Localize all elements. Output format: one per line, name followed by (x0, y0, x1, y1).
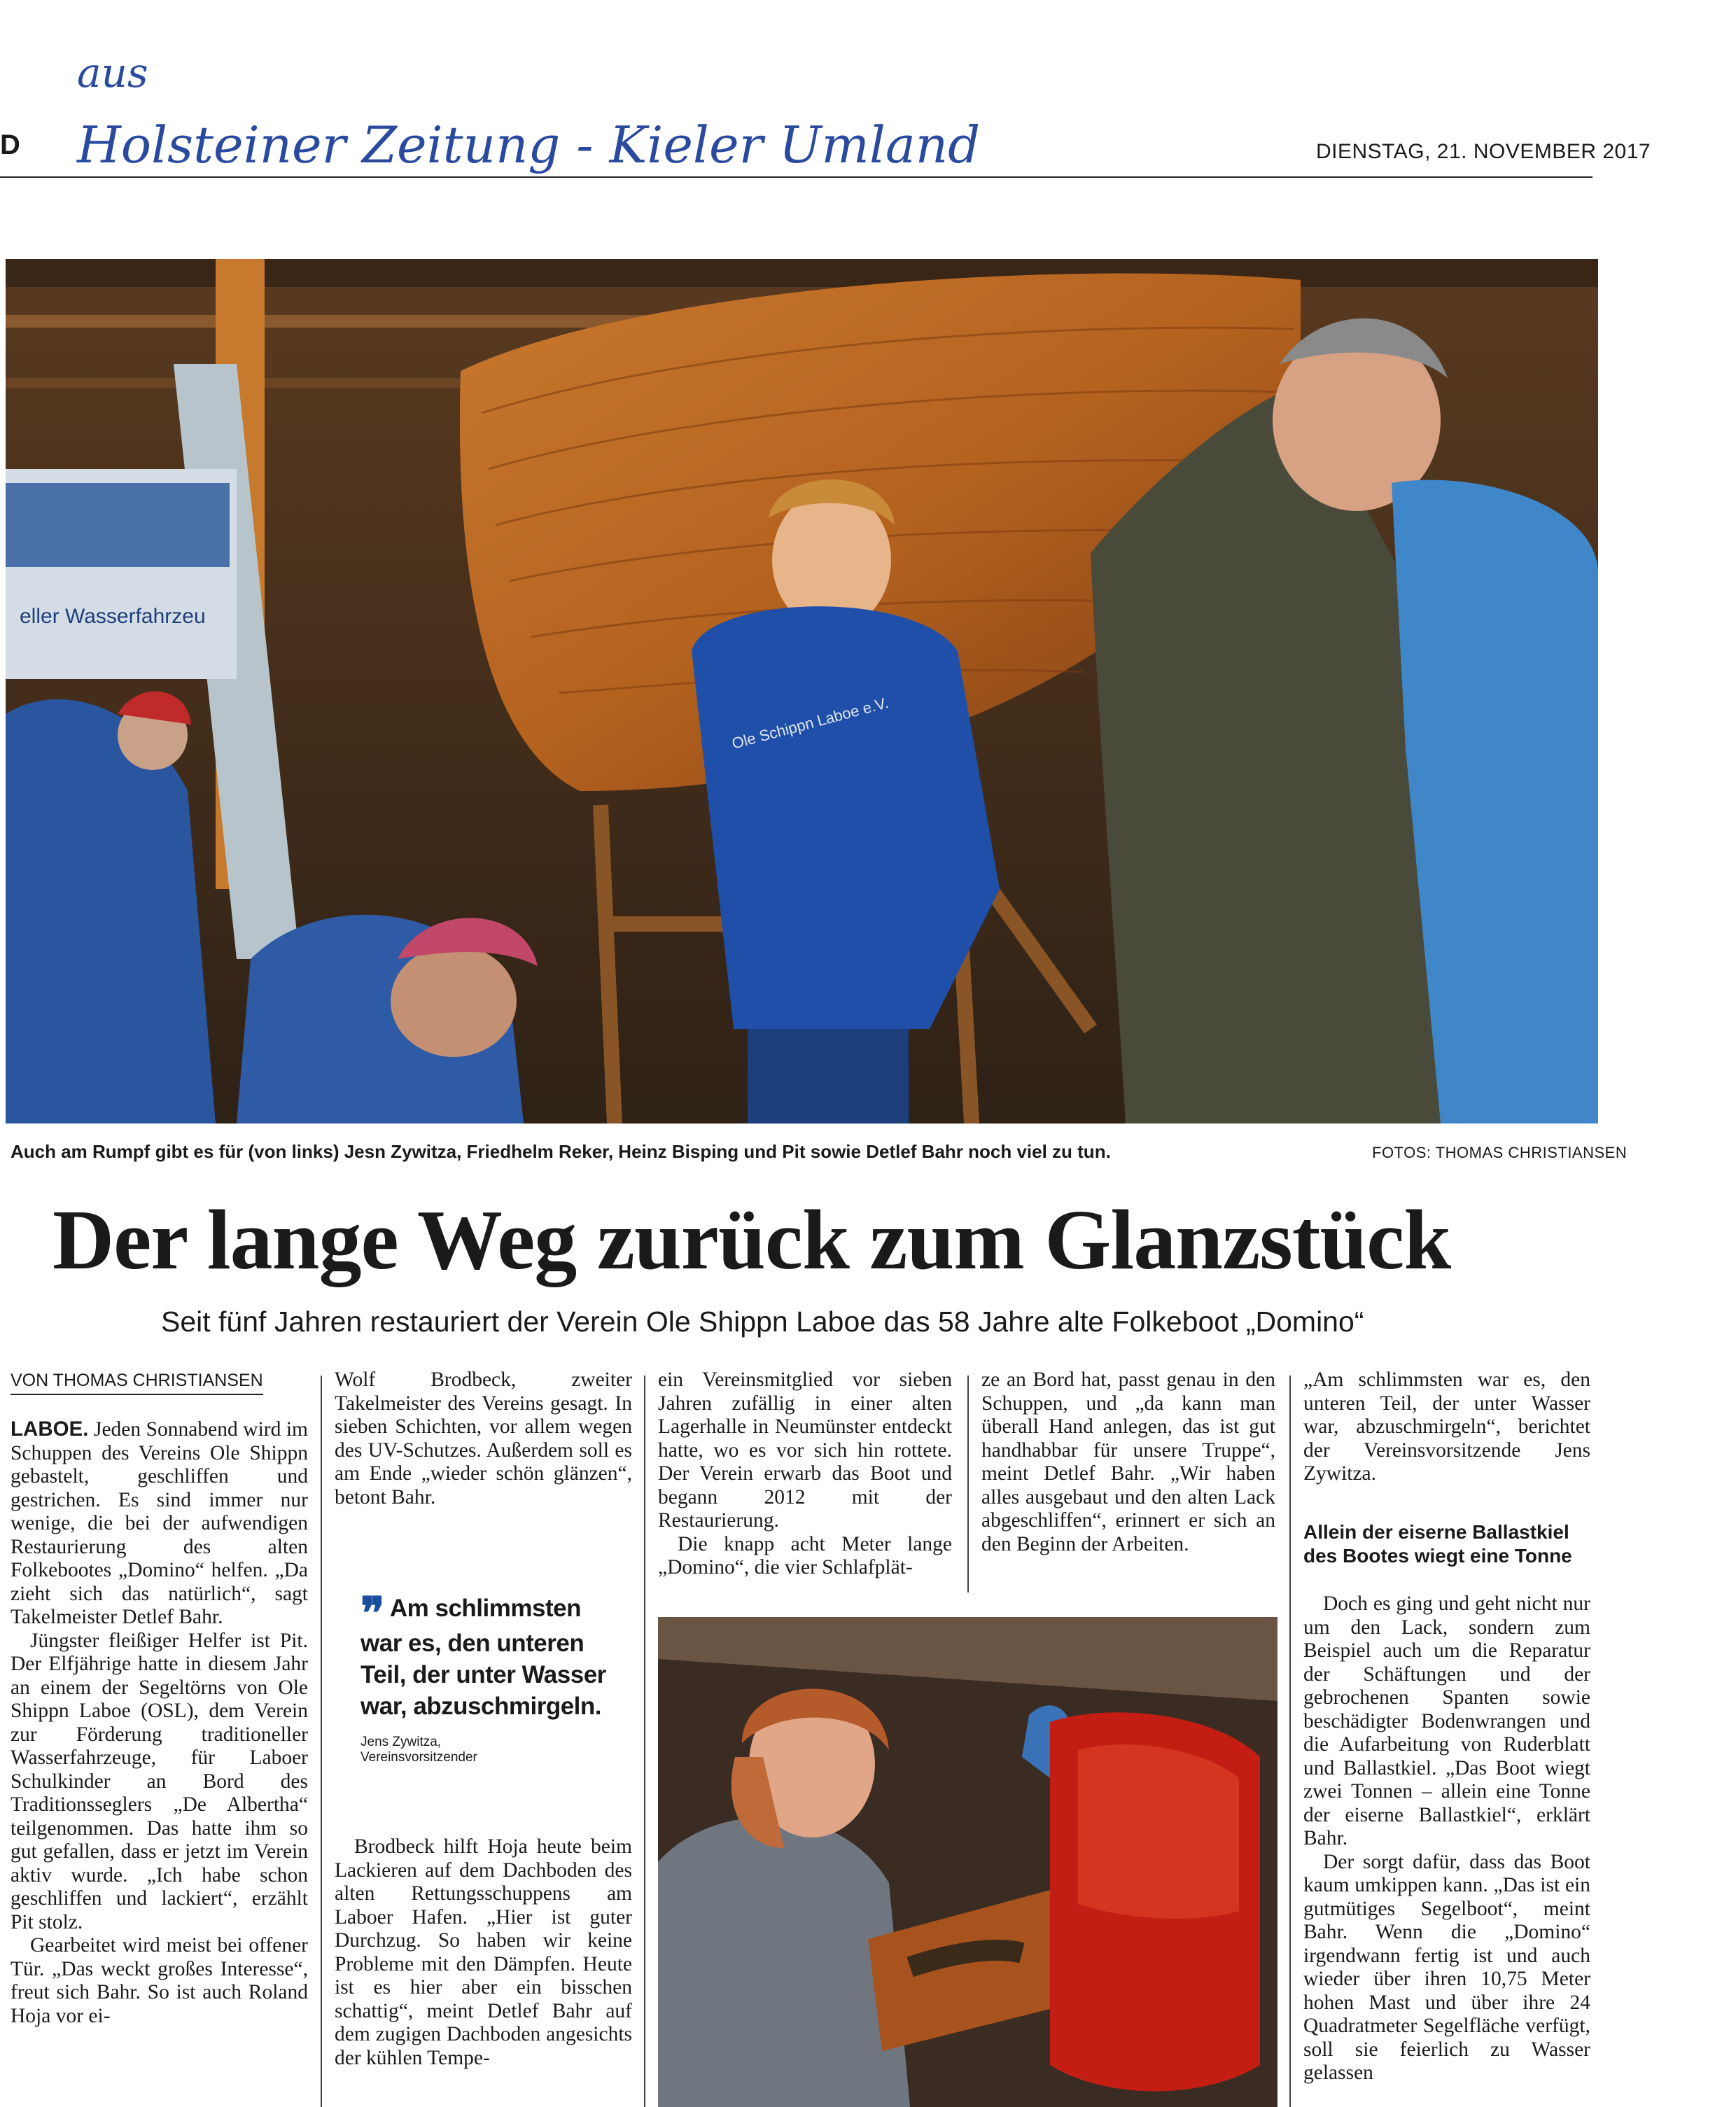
column-1-paragraph-2: Jüngster fleißiger Helfer ist Pit. Der Elfjährige hatte in diesem Jahr an einem der Segeltörns von Ole Shippn Laboe (OSL), dem Verein zur Förderung traditioneller Wasserfahrzeuge, für Laboer Schulkinder an Bord des Traditionsseglers „De Albertha“ teilgenommen. Das hatte ihm so gut gefallen, dass er jetzt im Verein aktiv wurde. „Ich habe schon geschliffen und lackiert“, erzählt Pit stolz. (10, 1629, 308, 1933)
column-5-top (1303, 1368, 1590, 1486)
column-1-paragraph-3: Gearbeitet wird meist bei offener Tür. „Das weckt großes Interesse“, freut sich Bahr. So ist auch Roland Hoja vor ei- (10, 1934, 308, 2027)
column-2-bottom (335, 1835, 632, 2070)
main-photo (6, 259, 1598, 1124)
column-3-paragraph-1: ein Vereinsmitglied vor sieben Jahren zufällig in einer alten Lagerhalle in Neumünster entdeckt hatte, wo es vor sich hin rottete. Der Verein erwarb das Boot und begann 2012 mit der Restaurierung. (658, 1368, 952, 1532)
column-3-paragraph-2: Die knapp acht Meter lange „Domino“, die vier Schlafplät- (658, 1532, 952, 1578)
varnishing-photo (658, 1617, 1278, 2107)
section-letter: D (0, 130, 20, 160)
column-5-paragraph-1: „Am schlimmsten war es, den unteren Teil, der unter Wasser war, abzuschmirgeln“, berichtet der Vereinsvorsitzende Jens Zywitza. (1303, 1368, 1590, 1485)
pull-quote-text (360, 1588, 626, 1722)
column-5-bottom (1303, 1592, 1590, 2085)
column-5-paragraph-2: Doch es ging und geht nicht nur um den Lack, sondern zum Beispiel auch um die Reparatur der Schäftungen und der gebrochenen Spanten sowie beschädigter Bodenwrangen und die Aufarbeitung von Ruderblatt und Ballastkiel. „Das Boot wiegt zwei Tonnen – allein eine Tonne der eiserne Ballastkiel“, erklärt Bahr. (1303, 1592, 1590, 1849)
pull-quote-attribution (360, 1735, 626, 1765)
column-2-paragraph-2: Brodbeck hilft Hoja heute beim Lackieren auf dem Dachboden des alten Rettungsschuppens am Laboer Hafen. „Hier ist guter Durchzug. So haben wir keine Probleme mit den Dämpfen. Heute ist es hier aber ein bisschen schattig“, meint Detlef Bahr auf dem zugigen Dachboden angesichts der kühlen Tempe- (335, 1835, 632, 2069)
handwritten-source-note: Holsteiner Zeitung - Kieler Umland (77, 115, 981, 174)
column-2-paragraph-1: Wolf Brodbeck, zweiter Takelmeister des Vereins gesagt. In sieben Schichten, vor allem wegen des UV-Schutzes. Außerdem soll es am Ende „wieder schön glänzen“, betont Bahr. (335, 1368, 632, 1508)
column-rule-4 (1289, 1376, 1291, 2107)
photo-caption: Auch am Rumpf gibt es für (von links) Jesn Zywitza, Friedhelm Reker, Heinz Bisping und Pit sowie Detlef Bahr noch viel zu tun. (10, 1141, 1111, 1162)
column-rule-1 (321, 1376, 322, 2107)
wall-sign-text: eller Wasserfahrzeu (20, 605, 206, 628)
article-subheadline: Seit fünf Jahren restauriert der Verein Ole Shippn Laboe das 58 Jahre alte Folkeboot „Domino“ (161, 1306, 1364, 1338)
second-photo (658, 1617, 1278, 2107)
column-3 (658, 1368, 952, 1580)
column-4 (981, 1368, 1275, 1556)
hoodie-text: Ole Schippn Laboe e.V. (729, 694, 890, 752)
issue-date: DIENSTAG, 21. NOVEMBER 2017 (1316, 140, 1651, 163)
dateline: LABOE. (10, 1418, 89, 1441)
column-1-paragraph-1 (10, 1418, 308, 1630)
pull-quote-body: Am schlimmsten war es, den unteren Teil, der unter Wasser war, abzuschmirgeln. (360, 1595, 606, 1720)
column-1 (10, 1418, 308, 2028)
column-rule-3 (967, 1376, 969, 1592)
pull-quote (360, 1588, 626, 1765)
quote-mark-icon: ❞ (360, 1588, 384, 1639)
byline: VON THOMAS CHRISTIANSEN (10, 1371, 263, 1395)
article-headline: Der lange Weg zurück zum Glanzstück (52, 1193, 1451, 1287)
pull-quote-name: Jens Zywitza, (360, 1735, 442, 1749)
boat-restoration-photo (6, 259, 1598, 1124)
header-rule (0, 176, 1592, 178)
column-1-text-1: Jeden Sonnabend wird im Schuppen des Vereins Ole Shippn gebastelt, geschliffen und gestrichen. Es sind immer nur wenige, die bei der aufwendigen Restaurierung des alten Folkebootes „Domino“ helfen. „Da zieht sich das natürlich“, sagt Takelmeister Detlef Bahr. (10, 1418, 308, 1628)
column-4-paragraph-1: ze an Bord hat, passt genau in den Schuppen, und „da kann man überall Hand anlegen, das ist gut handhabbar für unsere Truppe“, meint Detlef Bahr. „Wir haben alles ausgebaut und den alten Lack abgeschliffen“, erinnert er sich an den Beginn der Arbeiten. (981, 1368, 1275, 1555)
column-5-paragraph-3: Der sorgt dafür, dass das Boot kaum umkippen kann. „Das ist ein gutmütiges Segelboot“, meint Bahr. Wenn die „Domino“ irgendwann fertig ist und auch wieder über ihren 10,75 Meter hohen Mast und über ihre 24 Quadratmeter Segelfläche verfügt, soll sie feierlich zu Wasser gelassen (1303, 1850, 1590, 2084)
column-2-top (335, 1368, 632, 1509)
column-5-subheading: Allein der eiserne Ballastkiel des Bootes wiegt eine Tonne (1303, 1521, 1572, 1567)
photo-credit: FOTOS: THOMAS CHRISTIANSEN (1372, 1144, 1628, 1161)
column-rule-2 (644, 1376, 645, 2107)
handwritten-note-aus: aus (77, 49, 148, 97)
pull-quote-role: Vereinsvorsitzender (360, 1750, 477, 1765)
